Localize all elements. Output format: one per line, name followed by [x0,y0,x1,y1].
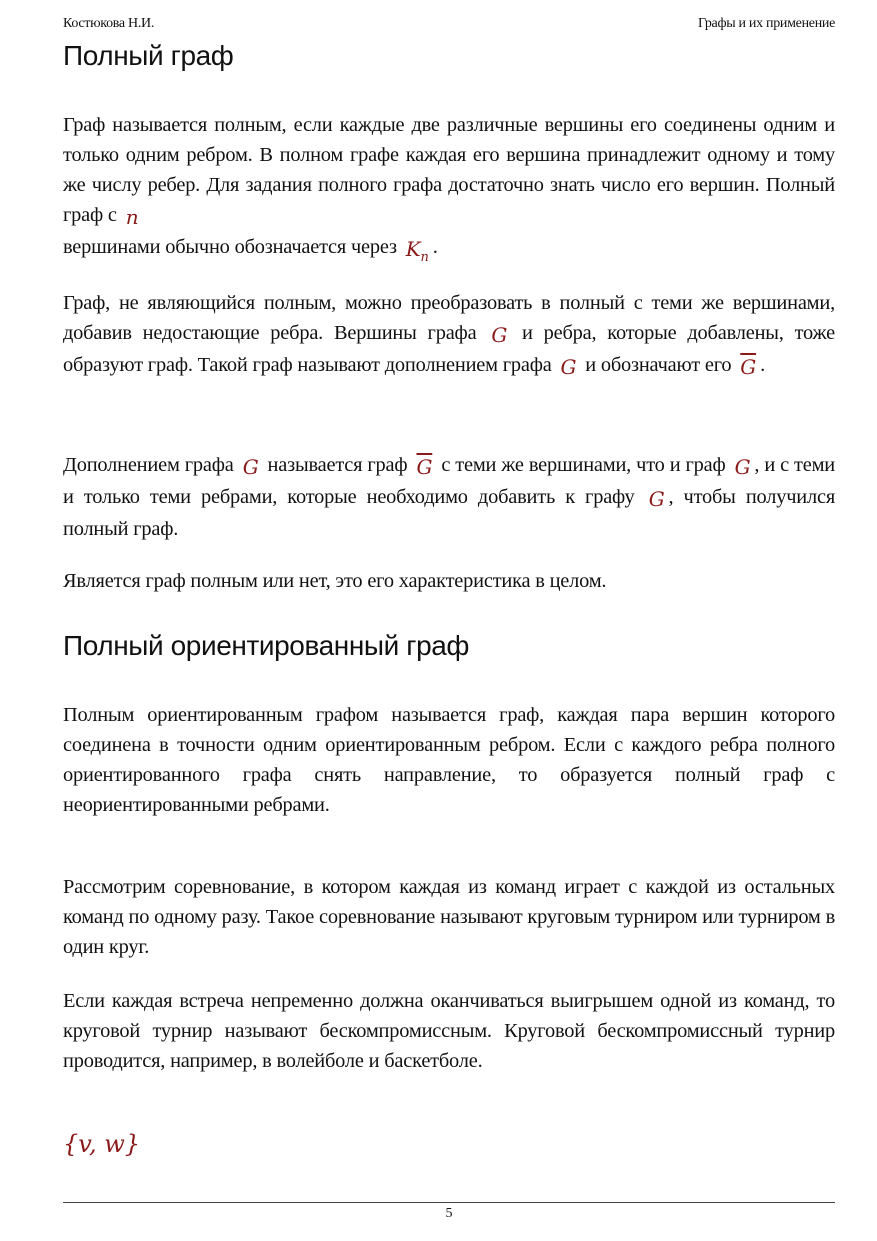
paragraph-directed-definition: Полным ориентированным графом называется граф, каждая пара вершин которого соединена в точности одним ориентированным ребром. Если с каждого ребра полного ориентированного графа снять направление, то образуется полный граф с неориентированными ребрами. [63,704,835,816]
formula-kn: $K_n$ [405,237,429,265]
header-author: Костюкова Н.И. [63,16,155,31]
page-number: 5 [445,1206,453,1221]
paragraph-complement-definition: Дополнением графа G называется граф $\overline{G}$ с теми же вершинами, что и граф G , и с теми и только теми ребрами, которые необходимо добавить к графу G , чтобы получился полный граф. [63,454,836,540]
formula-g: G [491,323,508,347]
formula-g-bar: $\overline{G}$ [740,355,757,379]
formula-g-bar: $\overline{G}$ [416,455,433,479]
formula-g: G [242,455,259,479]
section-heading-complete-graph: Полный граф [63,40,234,71]
running-header [63,16,835,32]
paragraph-definition: Граф называется полным, если каждые две различные вершины его соединены одним и только одним ребром. В полном графе каждая его вершина принадлежит одному и тому же числу ребер. Для задания полного графа достаточно знать число его вершин. Полный граф с n вершинами обычно обозначается через $K_n$ . [63,110,835,273]
footer-divider [63,1202,835,1203]
formula-g: G [734,455,751,479]
paragraph-uncompromising: Если каждая встреча непременно должна оканчиваться выигрышем одной из команд, то круговой турнир называют бескомпромиссным. Круговой бескомпромиссный турнир проводится, например, в волейболе и баскетболе. [63,990,835,1072]
section-heading-complete-directed-graph: Полный ориентированный граф [63,630,470,661]
paragraph-characteristic: Является граф полным или нет, это его характеристика в целом. [63,570,607,592]
header-title: Графы и их применение [697,16,835,31]
paragraph-tournament: Рассмотрим соревнование, в котором каждая из команд играет с каждой из остальных команд по одному разу. Такое соревнование называют круговым турниром или турниром в один круг. [63,876,835,958]
formula-g: G [648,487,665,511]
formula-vw: {v, w} [63,1130,141,1158]
formula-g: G [560,355,577,379]
paragraph-complement-intro: Граф, не являющийся полным, можно преобразовать в полный с теми же вершинами, добавив недостающие ребра. Вершины графа G и ребра, которые добавлены, тоже образуют граф. Такой граф называют дополнением графа G и обозначают его $\overline{G}$ . [63,288,835,382]
formula-n: n [125,205,139,229]
document-page [63,0,835,1241]
